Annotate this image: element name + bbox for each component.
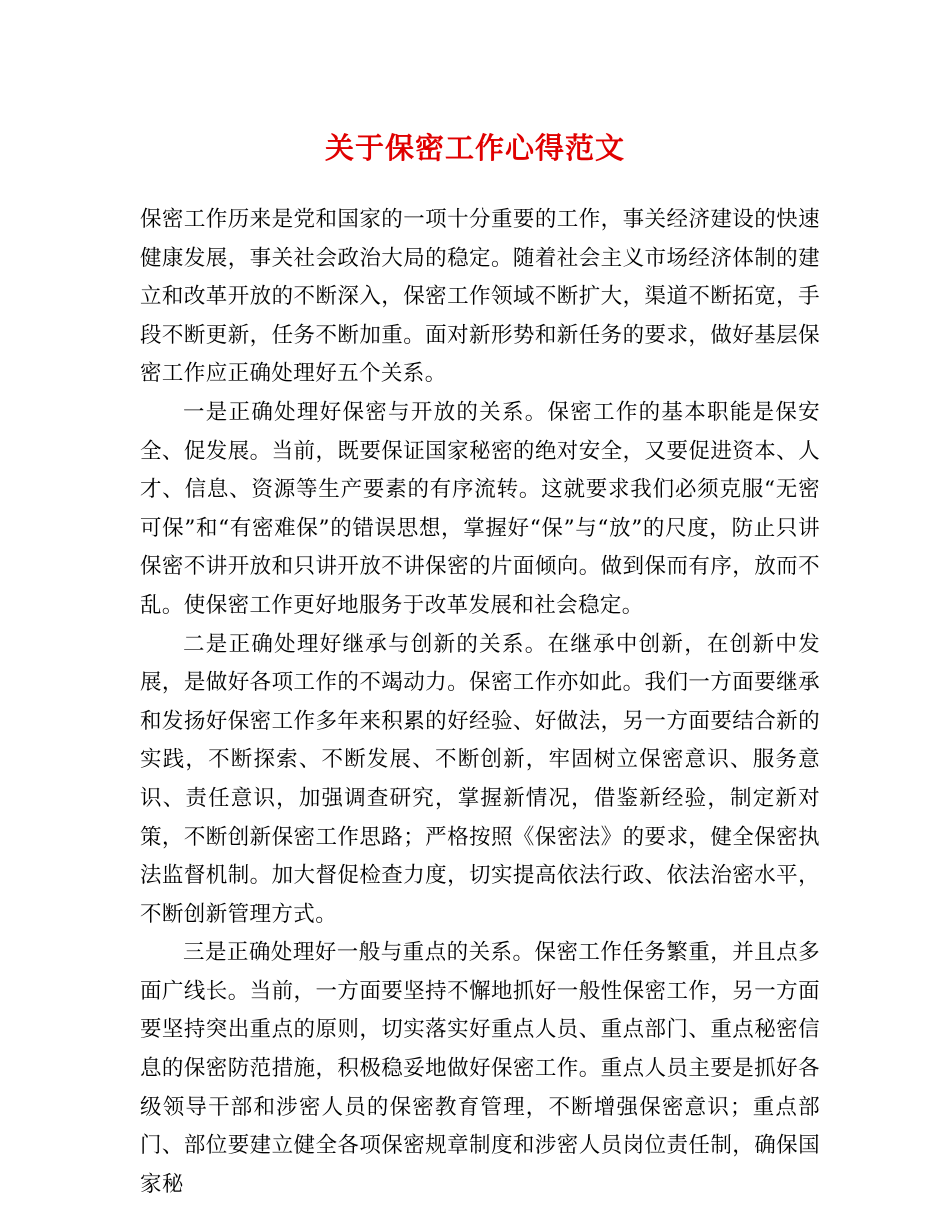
paragraph-three: 三是正确处理好一般与重点的关系。保密工作任务繁重，并且点多面广线长。当前，一方面要坚持不懈地抓好一般性保密工作，另一方面要坚持突出重点的原则，切实落实好重点人员、重点部门、重点秘密信息的保密防范措施，积极稳妥地做好保密工作。重点人员主要是抓好各级领导干部和涉密人员的保密教育管理，不断增强保密意识；重点部门、部位要建立健全各项保密规章制度和涉密人员岗位责任制，确保国家秘 [140, 940, 820, 1197]
paragraph-intro: 保密工作历来是党和国家的一项十分重要的工作，事关经济建设的快速健康发展，事关社会政治大局的稳定。随着社会主义市场经济体制的建立和改革开放的不断深入，保密工作领域不断扩大，渠道不断拓宽，手段不断更新，任务不断加重。面对新形势和新任务的要求，做好基层保密工作应正确处理好五个关系。 [140, 207, 820, 387]
paragraph-one: 一是正确处理好保密与开放的关系。保密工作的基本职能是保安全、促发展。当前，既要保证国家秘密的绝对安全，又要促进资本、人才、信息、资源等生产要素的有序流转。这就要求我们必须克服“无密可保”和“有密难保”的错误思想，掌握好“保”与“放”的尺度，防止只讲保密不讲开放和只讲开放不讲保密的片面倾向。做到保而有序，放而不乱。使保密工作更好地服务于改革发展和社会稳定。 [140, 399, 820, 618]
document-body [140, 201, 820, 1204]
paragraph-two: 二是正确处理好继承与创新的关系。在继承中创新，在创新中发展，是做好各项工作的不竭动力。保密工作亦如此。我们一方面要继承和发扬好保密工作多年来积累的好经验、好做法，另一方面要结合新的实践，不断探索、不断发展、不断创新，牢固树立保密意识、服务意识、责任意识，加强调查研究，掌握新情况，借鉴新经验，制定新对策，不断创新保密工作思路；严格按照《保密法》的要求，健全保密执法监督机制。加大督促检查力度，切实提高依法行政、依法治密水平，不断创新管理方式。 [140, 631, 820, 927]
document-title: 关于保密工作心得范文 [324, 131, 625, 165]
